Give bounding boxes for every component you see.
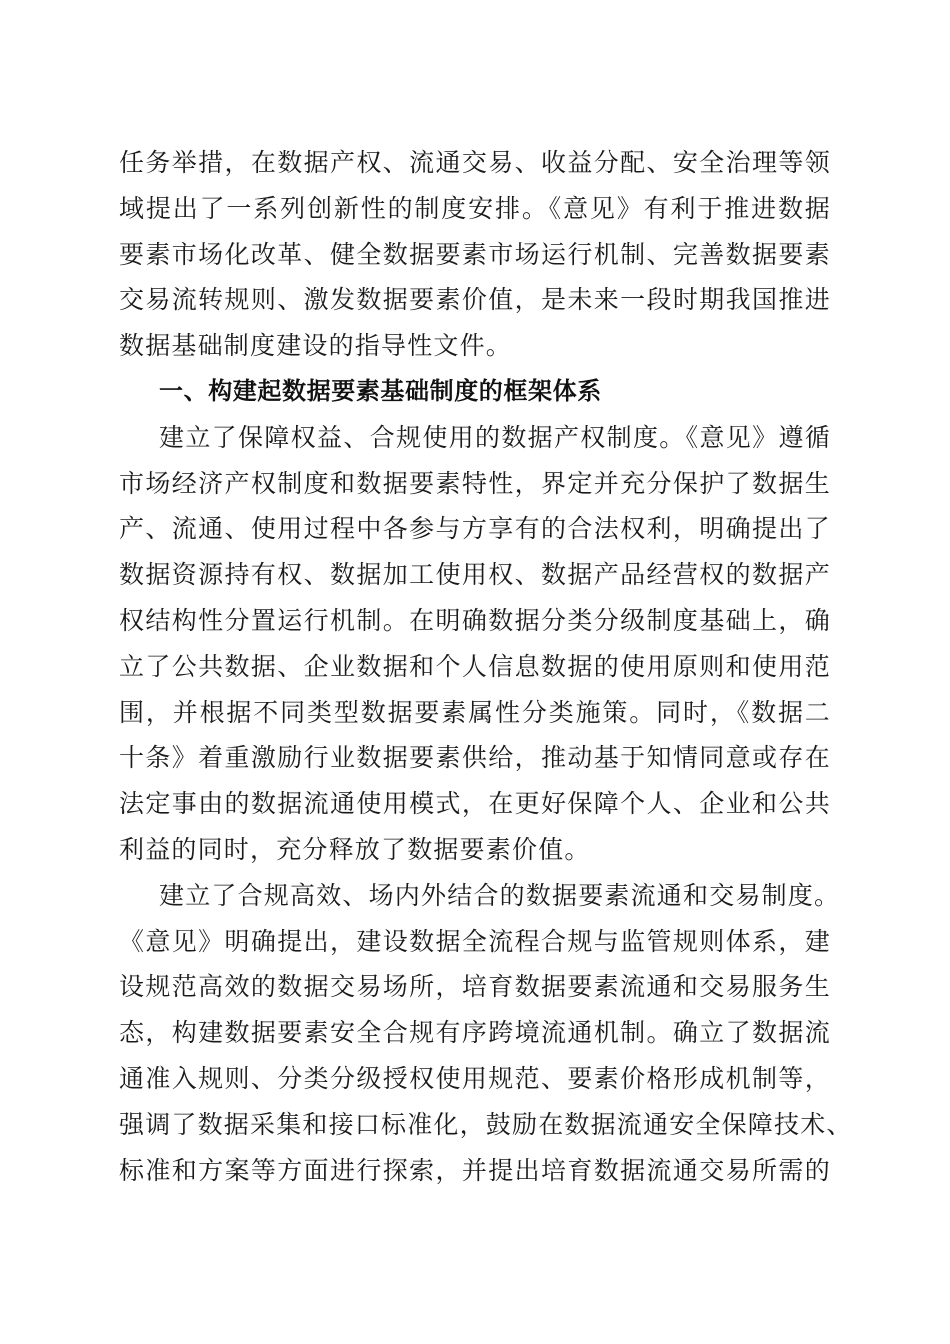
paragraph-intro-line: 任务举措，在数据产权、流通交易、收益分配、安全治理等领 bbox=[119, 148, 831, 177]
paragraph-property-rights-line: 权结构性分置运行机制。在明确数据分类分级制度基础上，确 bbox=[119, 605, 831, 635]
document-body bbox=[119, 140, 853, 1193]
paragraph-circulation-line: 《意见》明确提出，建设数据全流程合规与监管规则体系，建 bbox=[119, 926, 831, 956]
paragraph-intro-line: 要素市场化改革、健全数据要素市场运行机制、完善数据要素 bbox=[119, 239, 831, 269]
paragraph-circulation-line: 设规范高效的数据交易场所，培育数据要素流通和交易服务生 bbox=[119, 972, 831, 1002]
paragraph-circulation-line: 建立了合规高效、场内外结合的数据要素流通和交易制度。 bbox=[159, 880, 841, 910]
paragraph-property-rights-line: 数据资源持有权、数据加工使用权、数据产品经营权的数据产 bbox=[119, 560, 831, 590]
paragraph-circulation-line: 态，构建数据要素安全合规有序跨境流通机制。确立了数据流 bbox=[119, 1018, 831, 1048]
paragraph-circulation-line: 通准入规则、分类分级授权使用规范、要素价格形成机制等， bbox=[119, 1063, 831, 1093]
paragraph-property-rights-line: 市场经济产权制度和数据要素特性，界定并充分保护了数据生 bbox=[119, 468, 831, 498]
paragraph-intro-line: 数据基础制度建设的指导性文件。 bbox=[119, 331, 513, 361]
paragraph-property-rights-line: 法定事由的数据流通使用模式，在更好保障个人、企业和公共 bbox=[119, 789, 831, 819]
paragraph-intro-line: 交易流转规则、激发数据要素价值，是未来一段时期我国推进 bbox=[119, 285, 831, 315]
paragraph-intro-line: 域提出了一系列创新性的制度安排。《意见》有利于推进数据 bbox=[119, 193, 831, 223]
paragraph-property-rights-line: 立了公共数据、企业数据和个人信息数据的使用原则和使用范 bbox=[119, 651, 831, 681]
paragraph-property-rights-line: 建立了保障权益、合规使用的数据产权制度。《意见》遵循 bbox=[159, 422, 831, 452]
paragraph-property-rights-line: 利益的同时，充分释放了数据要素价值。 bbox=[119, 834, 591, 864]
paragraph-property-rights-line: 十条》着重激励行业数据要素供给，推动基于知情同意或存在 bbox=[119, 743, 831, 773]
paragraph-property-rights-line: 围，并根据不同类型数据要素属性分类施策。同时，《数据二 bbox=[119, 697, 831, 727]
section-heading: 一、构建起数据要素基础制度的框架体系 bbox=[159, 376, 602, 405]
paragraph-circulation-line: 标准和方案等方面进行探索，并提出培育数据流通交易所需的 bbox=[119, 1155, 831, 1185]
paragraph-circulation-line: 强调了数据采集和接口标准化，鼓励在数据流通安全保障技术、 bbox=[119, 1109, 853, 1139]
paragraph-property-rights-line: 产、流通、使用过程中各参与方享有的合法权利，明确提出了 bbox=[119, 514, 831, 544]
